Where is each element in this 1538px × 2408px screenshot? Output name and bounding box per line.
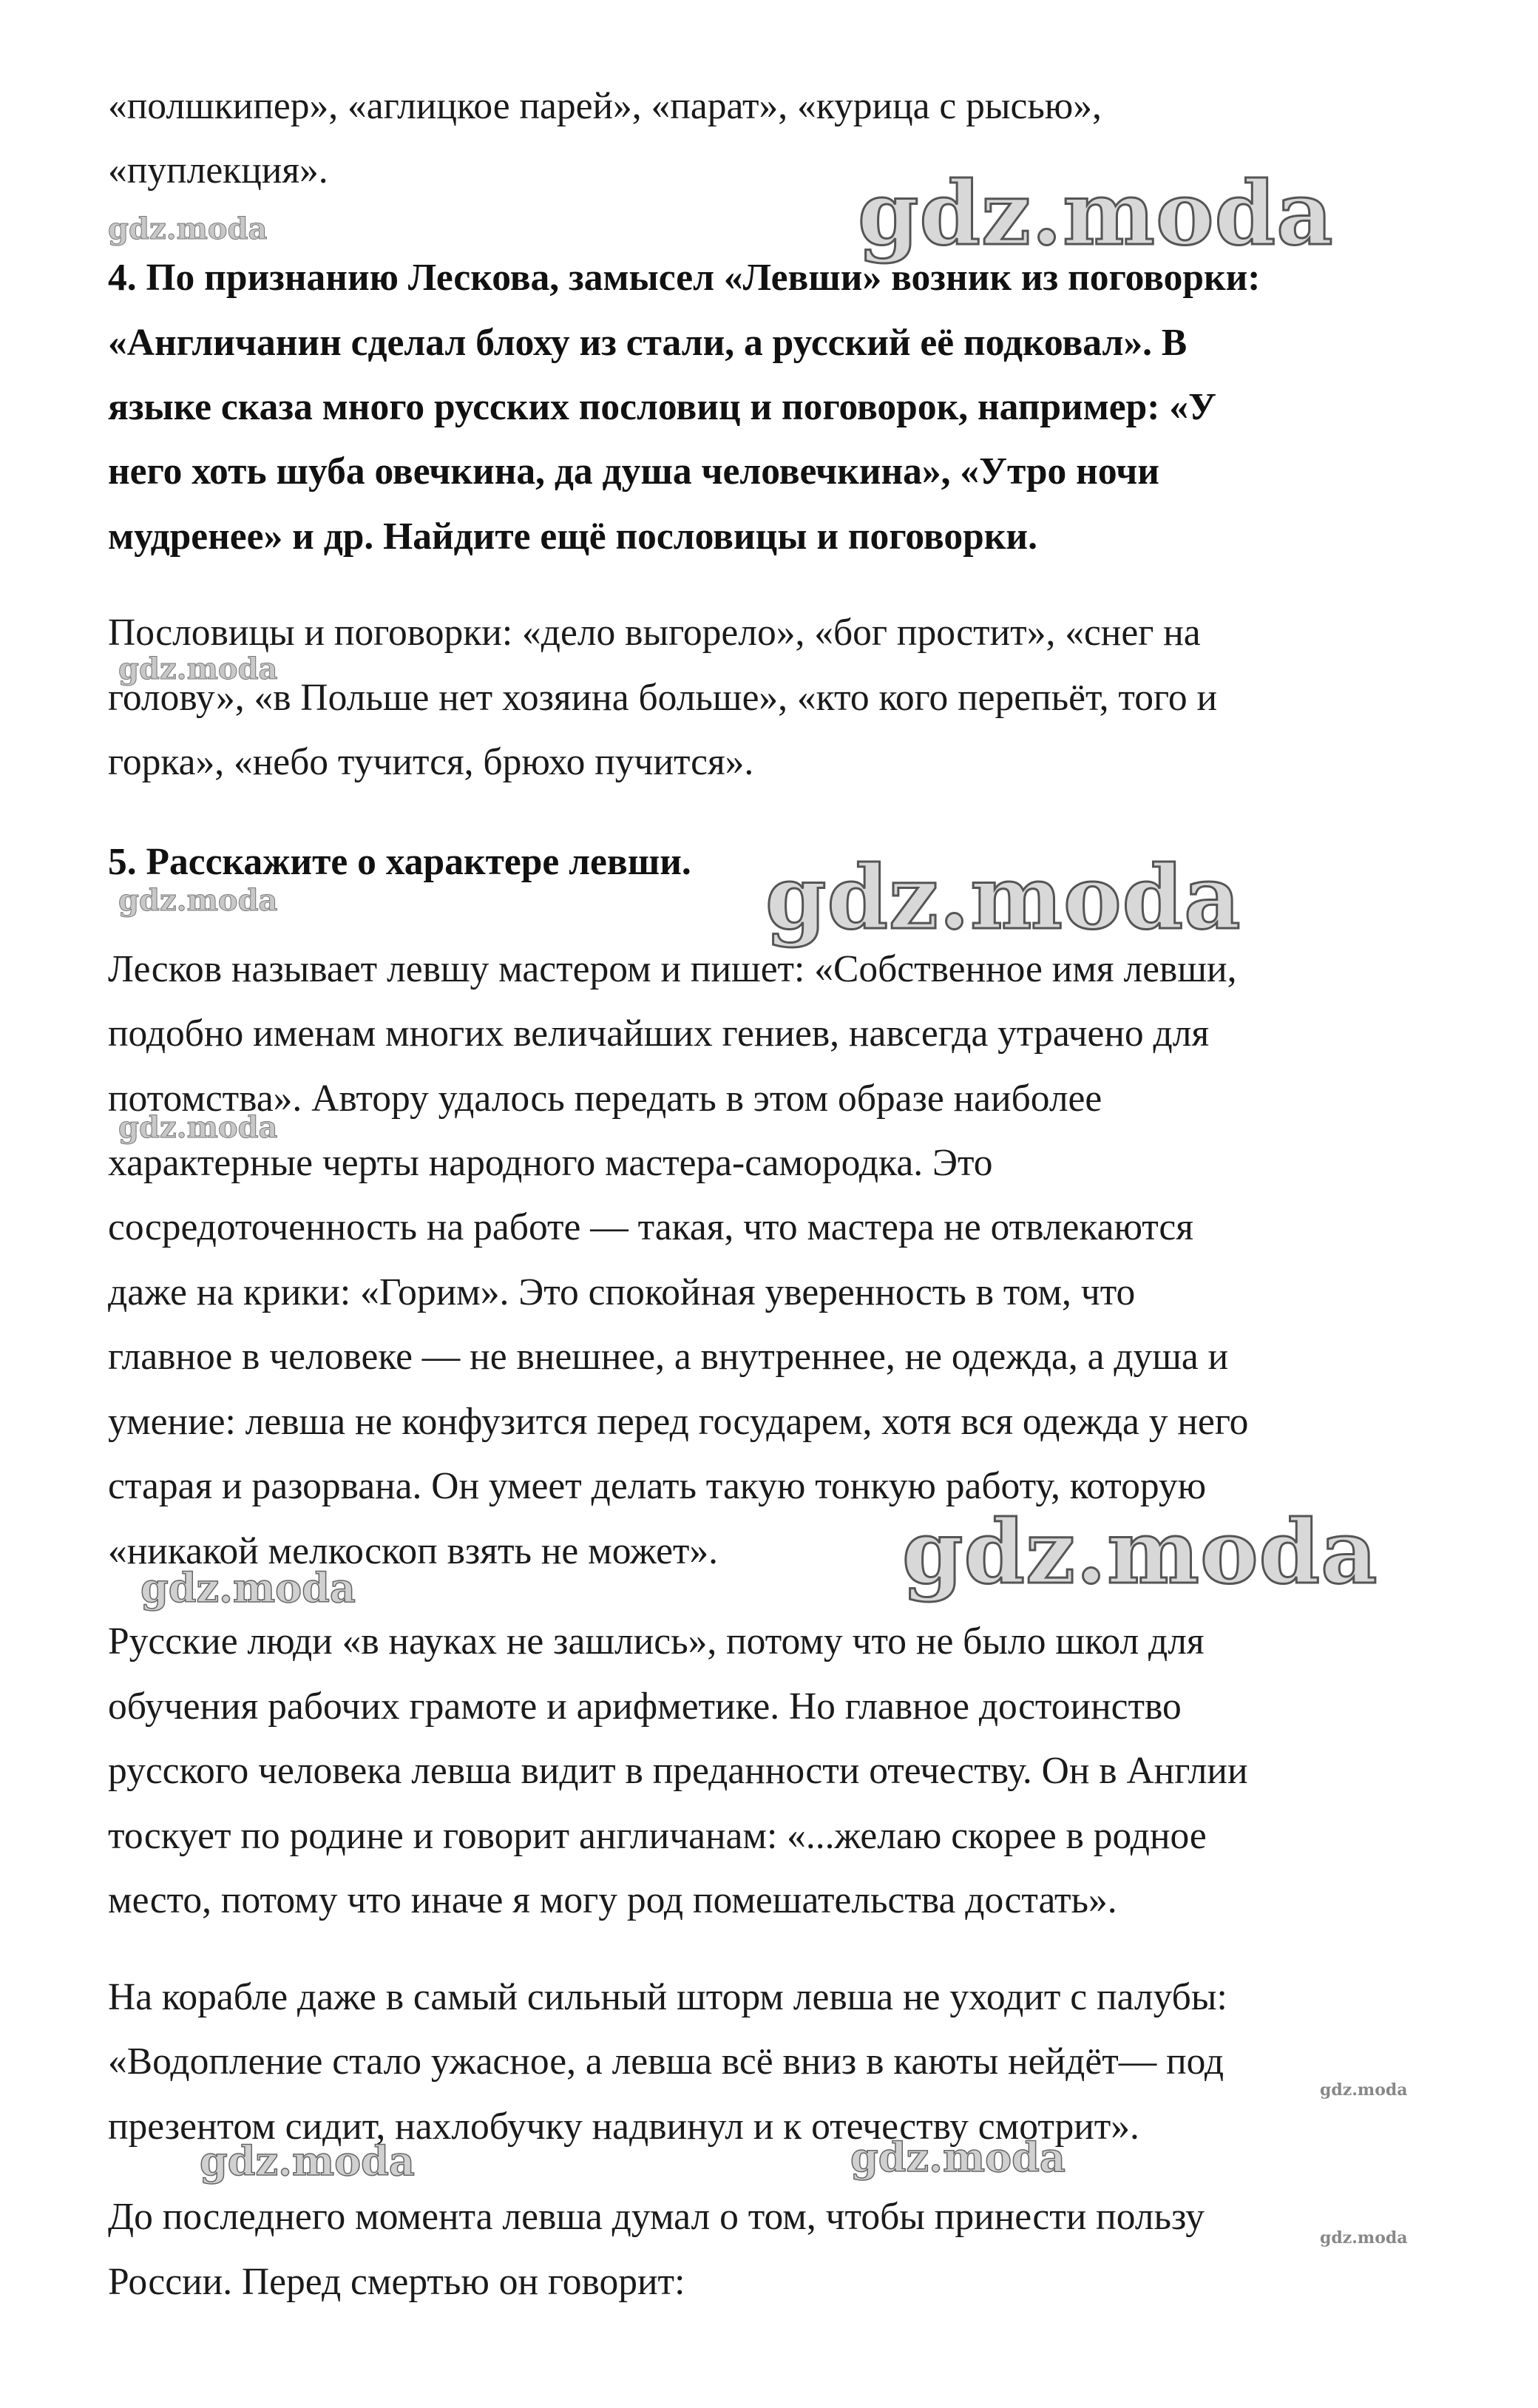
answer-5-line: подобно именам многих величайших гениев, навсегда утрачено для [108,1012,1210,1055]
watermark: gdz.moda [140,1564,356,1611]
watermark: gdz.moda [858,162,1334,265]
answer-5-line: русского человека левша видит в преданности отечеству. Он в Англии [108,1750,1248,1792]
watermark: gdz.moda [108,212,268,246]
question-4-line: него хоть шуба овечкина, да душа человечкина», «Утро ночи [108,450,1159,493]
answer-5-line: До последнего момента левша думал о том, чтобы принести пользу [108,2196,1205,2238]
question-4-line: мудренее» и др. Найдите ещё пословицы и поговорки. [108,515,1037,558]
answer-5-line: презентом сидит, нахлобучку надвинул и к отечеству смотрит». [108,2106,1139,2148]
answer-5-line: старая и разорвана. Он умеет делать такую тонкую работу, которую [108,1465,1207,1507]
answer-5-line: России. Перед смертью он говорит: [108,2261,685,2303]
answer-5-line: место, потому что иначе я могу род помешательства достать». [108,1879,1117,1921]
answer-4-line: голову», «в Польше нет хозяина больше», «кто кого перепьёт, того и [108,677,1218,719]
question-5-line: 5. Расскажите о характере левши. [108,841,691,883]
answer-5-line: главное в человеке — не внешнее, а внутреннее, не одежда, а душа и [108,1336,1229,1378]
answer-5-line: характерные черты народного мастера-самородка. Это [108,1142,993,1184]
watermark: gdz.moda [850,2134,1066,2181]
watermark: gdz.moda [1320,2080,1408,2100]
watermark: gdz.moda [1320,2228,1408,2248]
watermark: gdz.moda [118,883,278,918]
watermark: gdz.moda [200,2137,415,2185]
answer-4-line: Пословицы и поговорки: «дело выгорело», «бог простит», «снег на [108,612,1201,654]
text-line: «пуплекция». [108,149,328,192]
answer-5-line: Лесков называет левшу мастером и пишет: «Собственное имя левши, [108,948,1237,990]
answer-5-line: умение: левша не конфузится перед государем, хотя вся одежда у него [108,1401,1249,1443]
watermark: gdz.moda [118,652,278,686]
question-4-line: языке сказа много русских пословиц и поговорок, например: «У [108,386,1216,428]
answer-4-line: горка», «небо тучится, брюхо пучится». [108,741,754,783]
watermark: gdz.moda [902,1501,1378,1603]
text-line: «полшкипер», «аглицкое парей», «парат», «курица с рысью», [108,85,1102,127]
answer-5-line: сосредоточенность на работе — такая, что мастера не отвлекаются [108,1206,1193,1248]
answer-5-line: На корабле даже в самый сильный шторм левша не уходит с палубы: [108,1976,1227,2018]
answer-5-line: потомства». Автору удалось передать в этом образе наиболее [108,1078,1102,1120]
watermark: gdz.moda [118,1110,278,1145]
answer-5-line: обучения рабочих грамоте и арифметике. Но главное достоинство [108,1685,1182,1728]
answer-5-line: «никакой мелкоскоп взять не может». [108,1530,719,1572]
answer-5-line: «Водопление стало ужасное, а левша всё вниз в каюты нейдёт— под [108,2040,1224,2083]
question-4-line: «Англичанин сделал блоху из стали, а русский её подковал». В [108,322,1188,364]
answer-5-line: тоскует по родине и говорит англичанам: «...желаю скорее в родное [108,1815,1207,1857]
answer-5-line: даже на крики: «Горим». Это спокойная уверенность в том, что [108,1271,1136,1313]
watermark: gdz.moda [765,846,1241,949]
answer-5-line: Русские люди «в науках не зашлись», потому что не было школ для [108,1620,1205,1663]
question-4-line: 4. По признанию Лескова, замысел «Левши» возник из поговорки: [108,257,1261,299]
